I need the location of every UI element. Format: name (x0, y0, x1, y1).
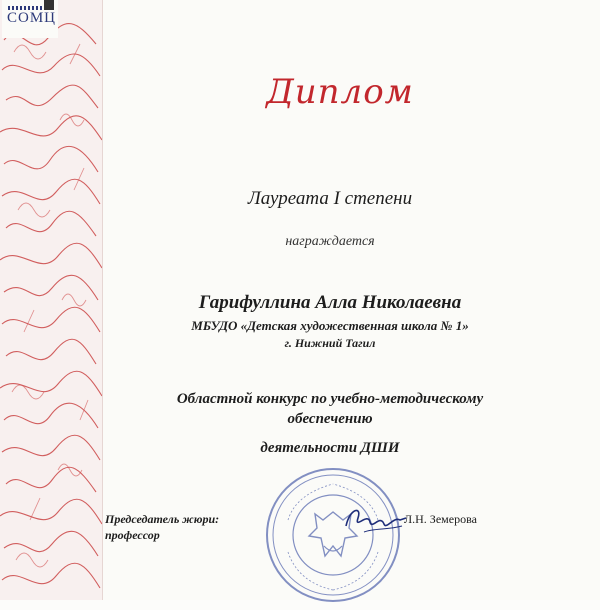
signer-name: Л.Н. Земерова (404, 512, 477, 526)
logo-mark-icon (44, 0, 54, 10)
decorative-calligraphy-strip (0, 0, 103, 600)
jury-chair-title: Председатель жюри: (105, 512, 220, 526)
jury-chair-rank: профессор (105, 528, 160, 542)
diploma-title: Диплом (266, 72, 414, 112)
calligraphy-pattern (0, 0, 102, 600)
contest-line-3: деятельности ДШИ (260, 440, 400, 456)
awarded-label: награждается (285, 234, 375, 249)
logo-text: СОМЦ (7, 10, 57, 26)
handwritten-signature-icon (340, 502, 410, 538)
contest-line-1: Областной конкурс по учебно-методическому (176, 391, 484, 407)
school-name: МБУДО «Детская художественная школа № 1» (191, 318, 469, 333)
organization-logo (2, 0, 58, 38)
recipient-name: Гарифуллина Алла Николаевна (198, 292, 462, 313)
laureate-degree: Лауреата I степени (247, 188, 413, 209)
city-name: г. Нижний Тагил (284, 336, 376, 350)
contest-line-2: обеспечению (287, 411, 373, 427)
